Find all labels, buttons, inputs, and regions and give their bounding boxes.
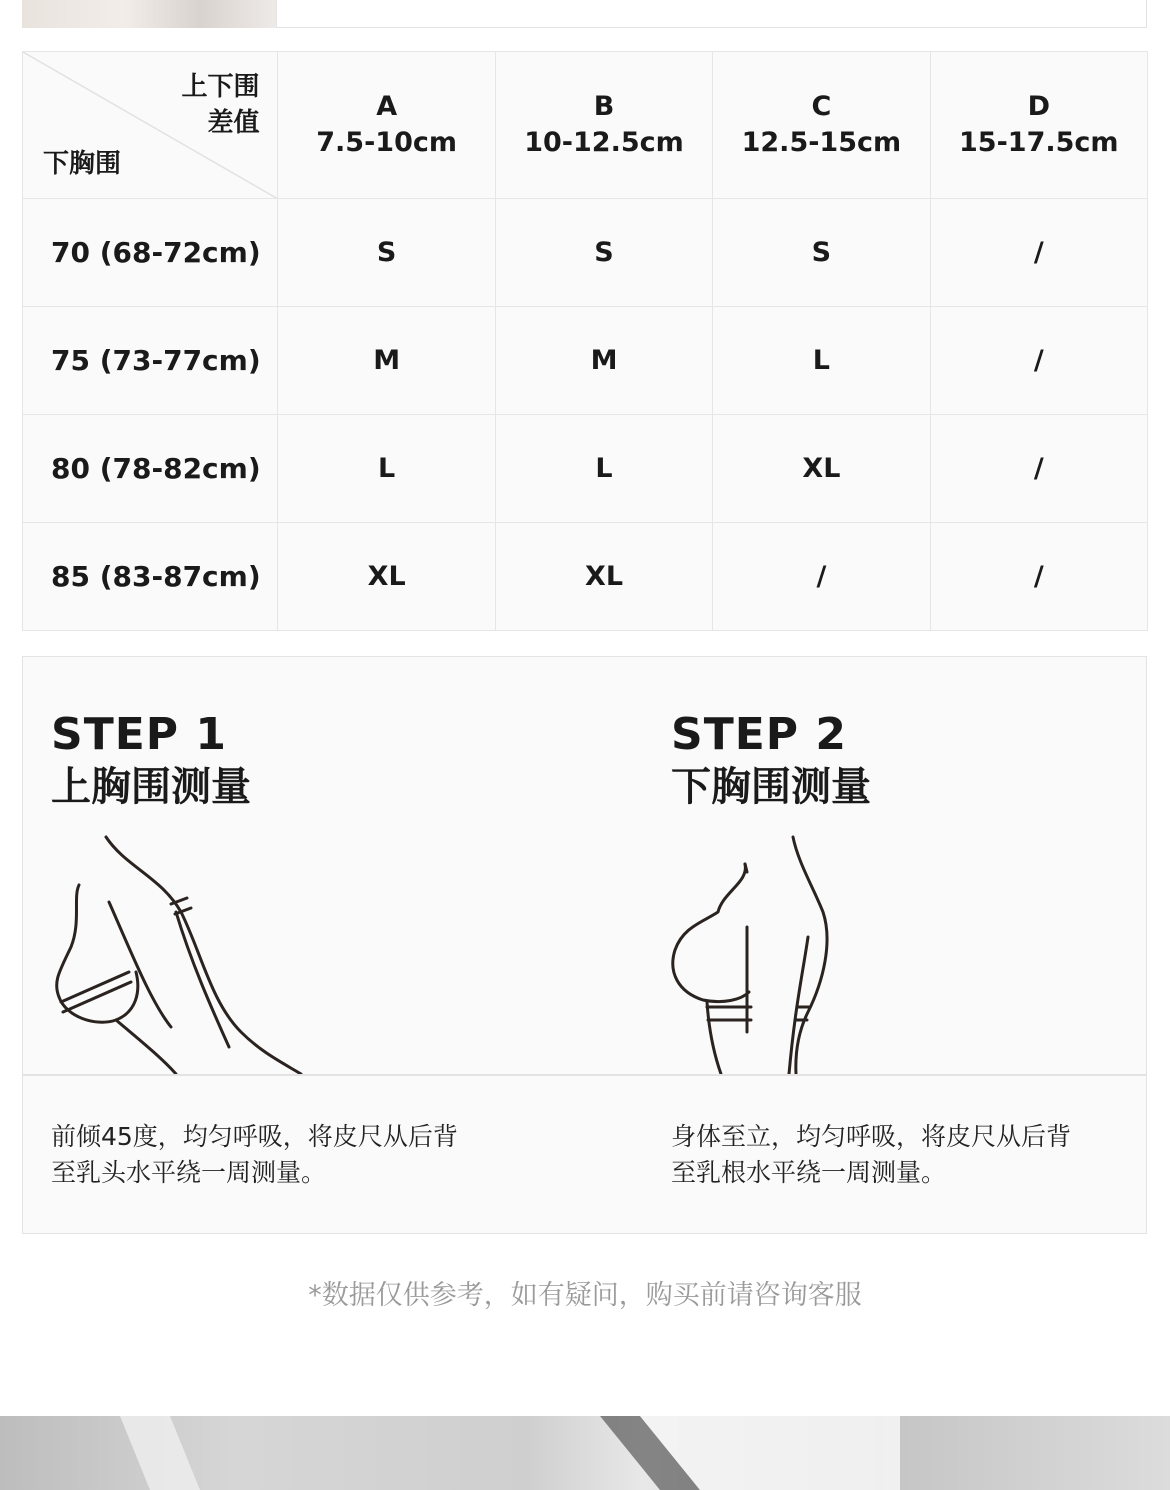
step1-desc-line1: 前倾45度，均匀呼吸，将皮尺从后背 (51, 1122, 458, 1151)
table-cell: S (713, 199, 930, 307)
table-row (23, 307, 1148, 415)
table-cell: / (930, 523, 1147, 631)
table-cell: L (495, 415, 712, 523)
row-label: 70 (68-72cm) (23, 199, 278, 307)
corner-top-label (181, 69, 259, 141)
step1-description (51, 1119, 521, 1191)
column-range: 10-12.5cm (524, 127, 684, 158)
table-cell: XL (495, 523, 712, 631)
table-header-row (23, 52, 1148, 199)
top-box (276, 0, 1147, 28)
column-range: 7.5-10cm (316, 127, 458, 158)
table-cell: S (278, 199, 495, 307)
table-cell: / (930, 415, 1147, 523)
table-cell: XL (278, 523, 495, 631)
step1-title: STEP 1 (51, 709, 227, 760)
step2-desc-line2: 至乳根水平绕一周测量。 (671, 1158, 947, 1187)
top-image-strip (0, 0, 1170, 30)
table-cell: L (713, 307, 930, 415)
step1-subtitle: 上胸围测量 (51, 764, 251, 810)
column-letter: C (811, 91, 832, 122)
table-cell: / (713, 523, 930, 631)
column-header-c (713, 52, 930, 199)
table-row (23, 199, 1148, 307)
step2-desc-line1: 身体至立，均匀呼吸，将皮尺从后背 (671, 1122, 1072, 1151)
table-corner-cell (23, 52, 278, 199)
column-range: 15-17.5cm (959, 127, 1119, 158)
table-row (23, 415, 1148, 523)
column-letter: B (593, 91, 615, 122)
size-chart-table (22, 51, 1148, 631)
table-cell: S (495, 199, 712, 307)
table-cell: M (278, 307, 495, 415)
column-range: 12.5-15cm (741, 127, 902, 158)
row-label: 85 (83-87cm) (23, 523, 278, 631)
column-header-d (930, 52, 1147, 199)
column-letter: D (1027, 91, 1050, 122)
row-label: 75 (73-77cm) (23, 307, 278, 415)
step2-description (671, 1119, 1141, 1191)
table-cell: M (495, 307, 712, 415)
disclaimer-text: *数据仅供参考，如有疑问，购买前请咨询客服 (308, 1280, 862, 1311)
measurement-steps-panel (22, 656, 1147, 1234)
table-cell: / (930, 307, 1147, 415)
step1-desc-line2: 至乳头水平绕一周测量。 (51, 1158, 327, 1187)
step2-figure-illustration (663, 832, 843, 1074)
column-letter: A (376, 91, 398, 122)
table-row (23, 523, 1148, 631)
step2-subtitle: 下胸围测量 (671, 764, 871, 810)
row-label: 80 (78-82cm) (23, 415, 278, 523)
table-cell: / (930, 199, 1147, 307)
column-header-b (495, 52, 712, 199)
corner-top-line1: 上下围 (181, 72, 260, 102)
corner-bottom-label: 下胸围 (43, 149, 122, 179)
product-photo-bottom (0, 1416, 1170, 1490)
step2-title: STEP 2 (671, 709, 847, 760)
table-cell: L (278, 415, 495, 523)
column-header-a (278, 52, 495, 199)
table-cell: XL (713, 415, 930, 523)
product-photo-top (22, 0, 277, 28)
bottom-photo-shapes (0, 1416, 1170, 1490)
corner-top-line2: 差值 (207, 108, 260, 138)
steps-divider (23, 1074, 1146, 1076)
step1-figure-illustration (51, 832, 311, 1074)
